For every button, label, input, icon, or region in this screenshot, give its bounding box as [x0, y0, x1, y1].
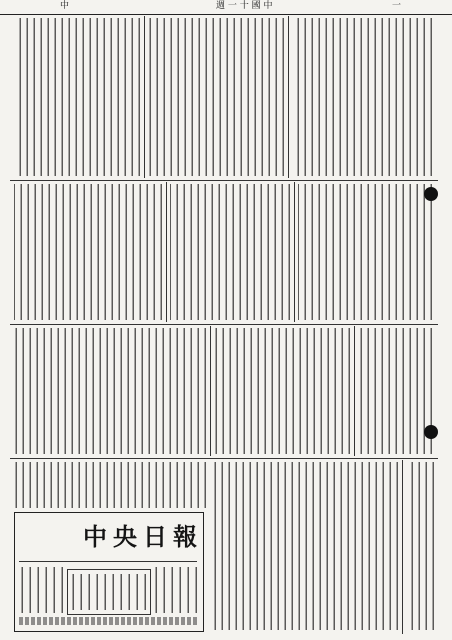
- ad-inner-box: [67, 569, 151, 615]
- article-text-band1-middle: [148, 18, 284, 176]
- section-divider: [10, 180, 438, 181]
- ad-inner-text: [72, 574, 146, 610]
- article-text-band1-left: [14, 18, 140, 176]
- ad-text-right: [155, 567, 197, 613]
- header-title: 週 一 十 國 中: [216, 1, 273, 11]
- ad-text-left: [21, 567, 63, 613]
- article-text-band2-left: [14, 184, 162, 320]
- header-left-text: 中: [60, 1, 70, 11]
- article-text-band1-right: [292, 18, 432, 176]
- edition-label: [19, 523, 79, 535]
- ad-footer-text: [19, 617, 197, 625]
- column-divider: [144, 16, 145, 178]
- column-divider: [354, 326, 355, 456]
- article-text-band3-middle: [214, 328, 350, 454]
- punch-hole: [424, 187, 438, 201]
- column-divider: [210, 326, 211, 456]
- column-divider: [294, 182, 295, 322]
- ad-divider: [19, 561, 197, 562]
- header-right-text: 一: [392, 1, 402, 11]
- article-text-band2-middle: [170, 184, 290, 320]
- article-text-band3-left: [14, 328, 206, 454]
- paper-name: 中央日報: [83, 522, 203, 551]
- article-text-band4-left-top: [14, 462, 206, 508]
- article-text-band4-right: [406, 462, 434, 630]
- column-divider: [402, 460, 403, 634]
- section-divider: [10, 324, 438, 325]
- section-divider: [10, 458, 438, 459]
- article-text-band4-middle: [212, 462, 398, 630]
- column-divider: [288, 16, 289, 178]
- article-text-band2-right: [298, 184, 432, 320]
- newspaper-advertisement: [14, 512, 204, 632]
- article-text-band3-right: [358, 328, 432, 454]
- punch-hole: [424, 425, 438, 439]
- column-divider: [166, 182, 167, 322]
- page-header: [0, 0, 452, 15]
